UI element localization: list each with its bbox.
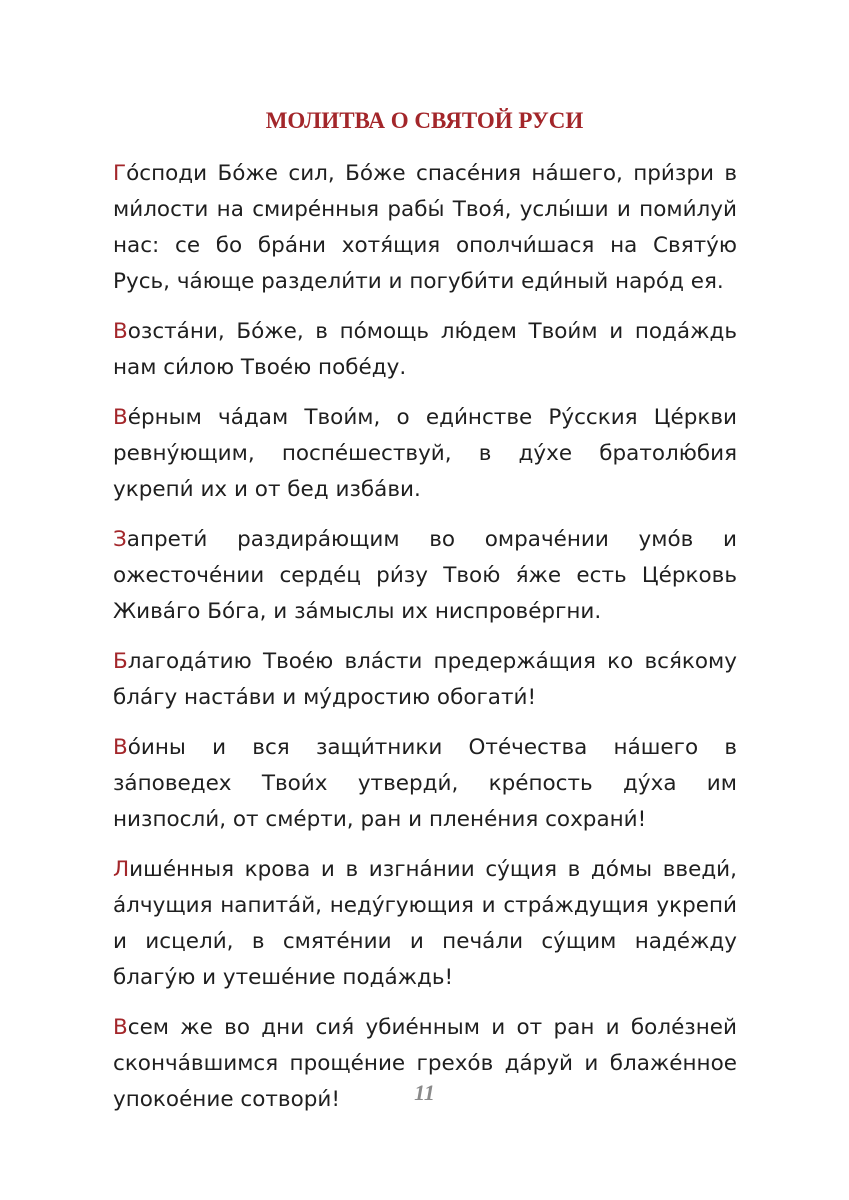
drop-initial: В	[113, 735, 128, 760]
drop-initial: В	[113, 1015, 128, 1040]
prayer-body	[113, 156, 737, 1132]
drop-initial: Г	[113, 161, 127, 186]
drop-initial: Б	[113, 649, 128, 674]
paragraph-text: сем же во дни сия́ убие́нным и от ран и боле́зней сконча́вшимся проще́ние грехо́в да́руй и блаже́нное упокое́ние сотвори́!	[113, 1015, 737, 1112]
paragraph-6	[113, 730, 737, 838]
paragraph-text: озста́ни, Бо́же, в по́мощь лю́дем Твои́м и пода́ждь нам си́лою Твое́ю побе́ду.	[113, 319, 737, 380]
paragraph-1	[113, 156, 737, 300]
drop-initial: В	[113, 319, 128, 344]
paragraph-2	[113, 314, 737, 386]
paragraph-5	[113, 644, 737, 716]
drop-initial: З	[113, 527, 127, 552]
paragraph-3	[113, 400, 737, 508]
prayer-title: МОЛИТВА О СВЯТОЙ РУСИ	[265, 108, 584, 133]
paragraph-7	[113, 852, 737, 996]
paragraph-text: о́споди Бо́же сил, Бо́же спасе́ния на́шего, при́зри в ми́лости на смире́нныя рабы́ Твоя́, услы́ши и поми́луй нас: се бо бра́ни хотя́щия ополчи́шася на Святу́ю Русь, ча́юще раздели́ти и погуби́ти еди́ный наро́д ея.	[113, 161, 737, 294]
paragraph-4	[113, 522, 737, 630]
paragraph-text: апрети́ раздира́ющим во омраче́нии умо́в и ожесточе́нии серде́ц ри́зу Твою́ я́же есть Це́рковь Жива́го Бо́га, и за́мыслы их ниспрове́ргни.	[113, 527, 737, 624]
page-number: 11	[414, 1080, 435, 1105]
paragraph-text: о́ины и вся защи́тники Оте́чества на́шего в за́поведех Твои́х утверди́, кре́пость ду́ха им низпосли́, от сме́рти, ран и плене́ния сохрани́!	[113, 735, 737, 832]
paragraph-text: лагода́тию Твое́ю вла́сти предержа́щия ко вся́кому бла́гу наста́ви и му́дростию обогати́!	[113, 649, 737, 710]
drop-initial: Л	[113, 857, 130, 882]
paragraph-text: ише́нныя крова и в изгна́нии су́щия в до́мы введи́, а́лчущия напита́й, неду́гующия и стра́ждущия укрепи́ и исцели́, в смяте́нии и печа́ли су́щим наде́жду благу́ю и утеше́ние пода́ждь!	[113, 857, 737, 990]
paragraph-text: е́рным ча́дам Твои́м, о еди́нстве Ру́сския Це́ркви ревну́ющим, поспе́шествуй, в ду́хе братолю́бия укрепи́ их и от бед изба́ви.	[113, 405, 737, 502]
drop-initial: В	[113, 405, 128, 430]
